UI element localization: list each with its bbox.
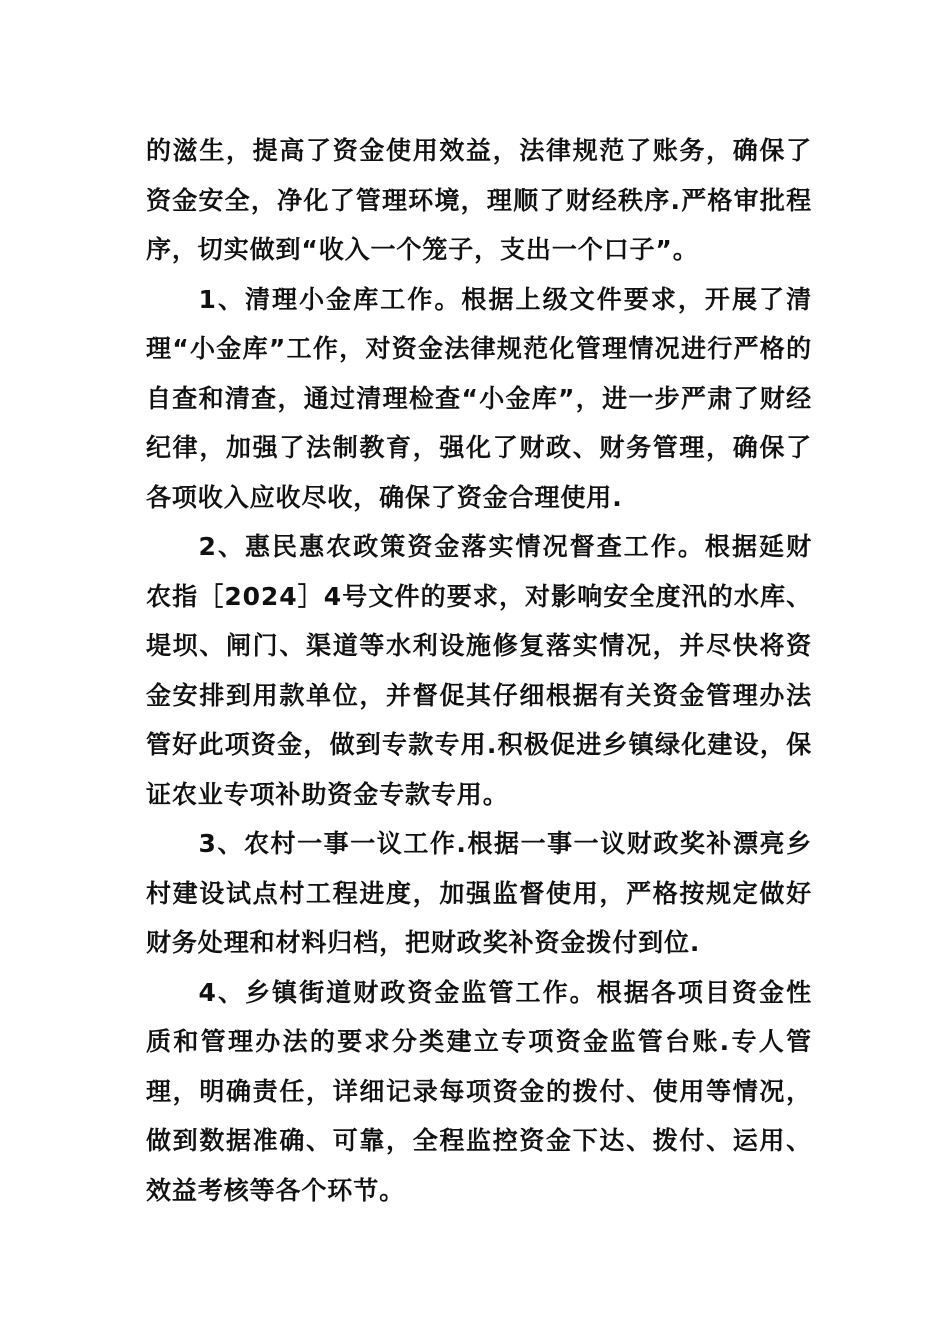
paragraph-continuation: 的滋生，提高了资金使用效益，法律规范了账务，确保了资金安全，净化了管理环境，理顺了财经秩序.严格审批程序，切实做到“收入一个笼子，支出一个口子”。 (146, 136, 812, 264)
paragraph-item-3: 3、农村一事一议工作.根据一事一议财政奖补漂亮乡村建设试点村工程进度，加强监督使用，严格按规定做好财务处理和材料归档，把财政奖补资金拨付到位. (146, 829, 812, 957)
document-page (146, 126, 812, 1215)
paragraph-item-1: 1、清理小金库工作。根据上级文件要求，开展了清理“小金库”工作，对资金法律规范化管理情况进行严格的自查和清查，通过清理检查“小金库”，进一步严肃了财经纪律，加强了法制教育，强化了财政、财务管理，确保了各项收入应收尽收，确保了资金合理使用. (146, 284, 812, 512)
paragraph-item-4: 4、乡镇街道财政资金监管工作。根据各项目资金性质和管理办法的要求分类建立专项资金监管台账.专人管理，明确责任，详细记录每项资金的拨付、使用等情况，做到数据准确、可靠，全程监控资金下达、拨付、运用、效益考核等各个环节。 (146, 977, 812, 1205)
paragraph-item-2: 2、惠民惠农政策资金落实情况督查工作。根据延财农指［2024］4号文件的要求，对影响安全度汛的水库、堤坝、闸门、渠道等水利设施修复落实情况，并尽快将资金安排到用款单位，并督促其仔细根据有关资金管理办法管好此项资金，做到专款专用.积极促进乡镇绿化建设，保证农业专项补助资金专款专用。 (146, 532, 812, 809)
